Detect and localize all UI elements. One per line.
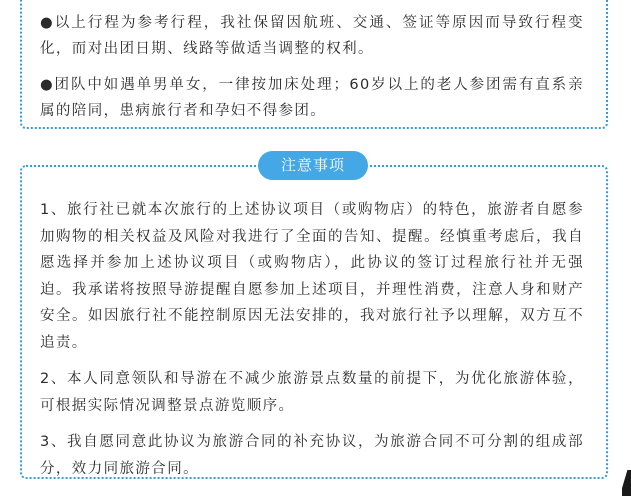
notice-item-1: 1、旅行社已就本次旅行的上述协议项目（或购物店）的特色，旅游者自愿参加购物的相关权益及风险对我进行了全面的告知、提醒。经慎重考虑后，我自愿选择并参加上述协议项目（或购物店），此协议的签订过程旅行社并无强迫。我承诺将按照导游提醒自愿参加上述项目，并理性消费，注意人身和财产安全。如因旅行社不能控制原因无法安排的，我对旅行社予以理解，双方互不追责。 [40,202,584,351]
single-traveler-note: ●团队中如遇单男单女，一律按加床处理；60岁以上的老人参团需有直系亲属的陪同，患病旅行者和孕妇不得参团。 [40,77,584,119]
itinerary-change-note: ●以上行程为参考行程，我社保留因航班、交通、签证等原因而导致行程变化，而对出团日期、线路等做适当调整的权利。 [40,15,584,57]
section-title-badge: 注意事项 [258,151,368,180]
corner-decoration [622,470,631,496]
itinerary-notes-panel [20,0,608,129]
notice-item-2: 2、本人同意领队和导游在不减少旅游景点数量的前提下，为优化旅游体验，可根据实际情况调整景点游览顺序。 [40,371,584,414]
notice-item-3: 3、我自愿同意此协议为旅游合同的补充协议，为旅游合同不可分割的组成部分，效力同旅游合同。 [40,434,584,477]
notice-panel [20,165,608,479]
